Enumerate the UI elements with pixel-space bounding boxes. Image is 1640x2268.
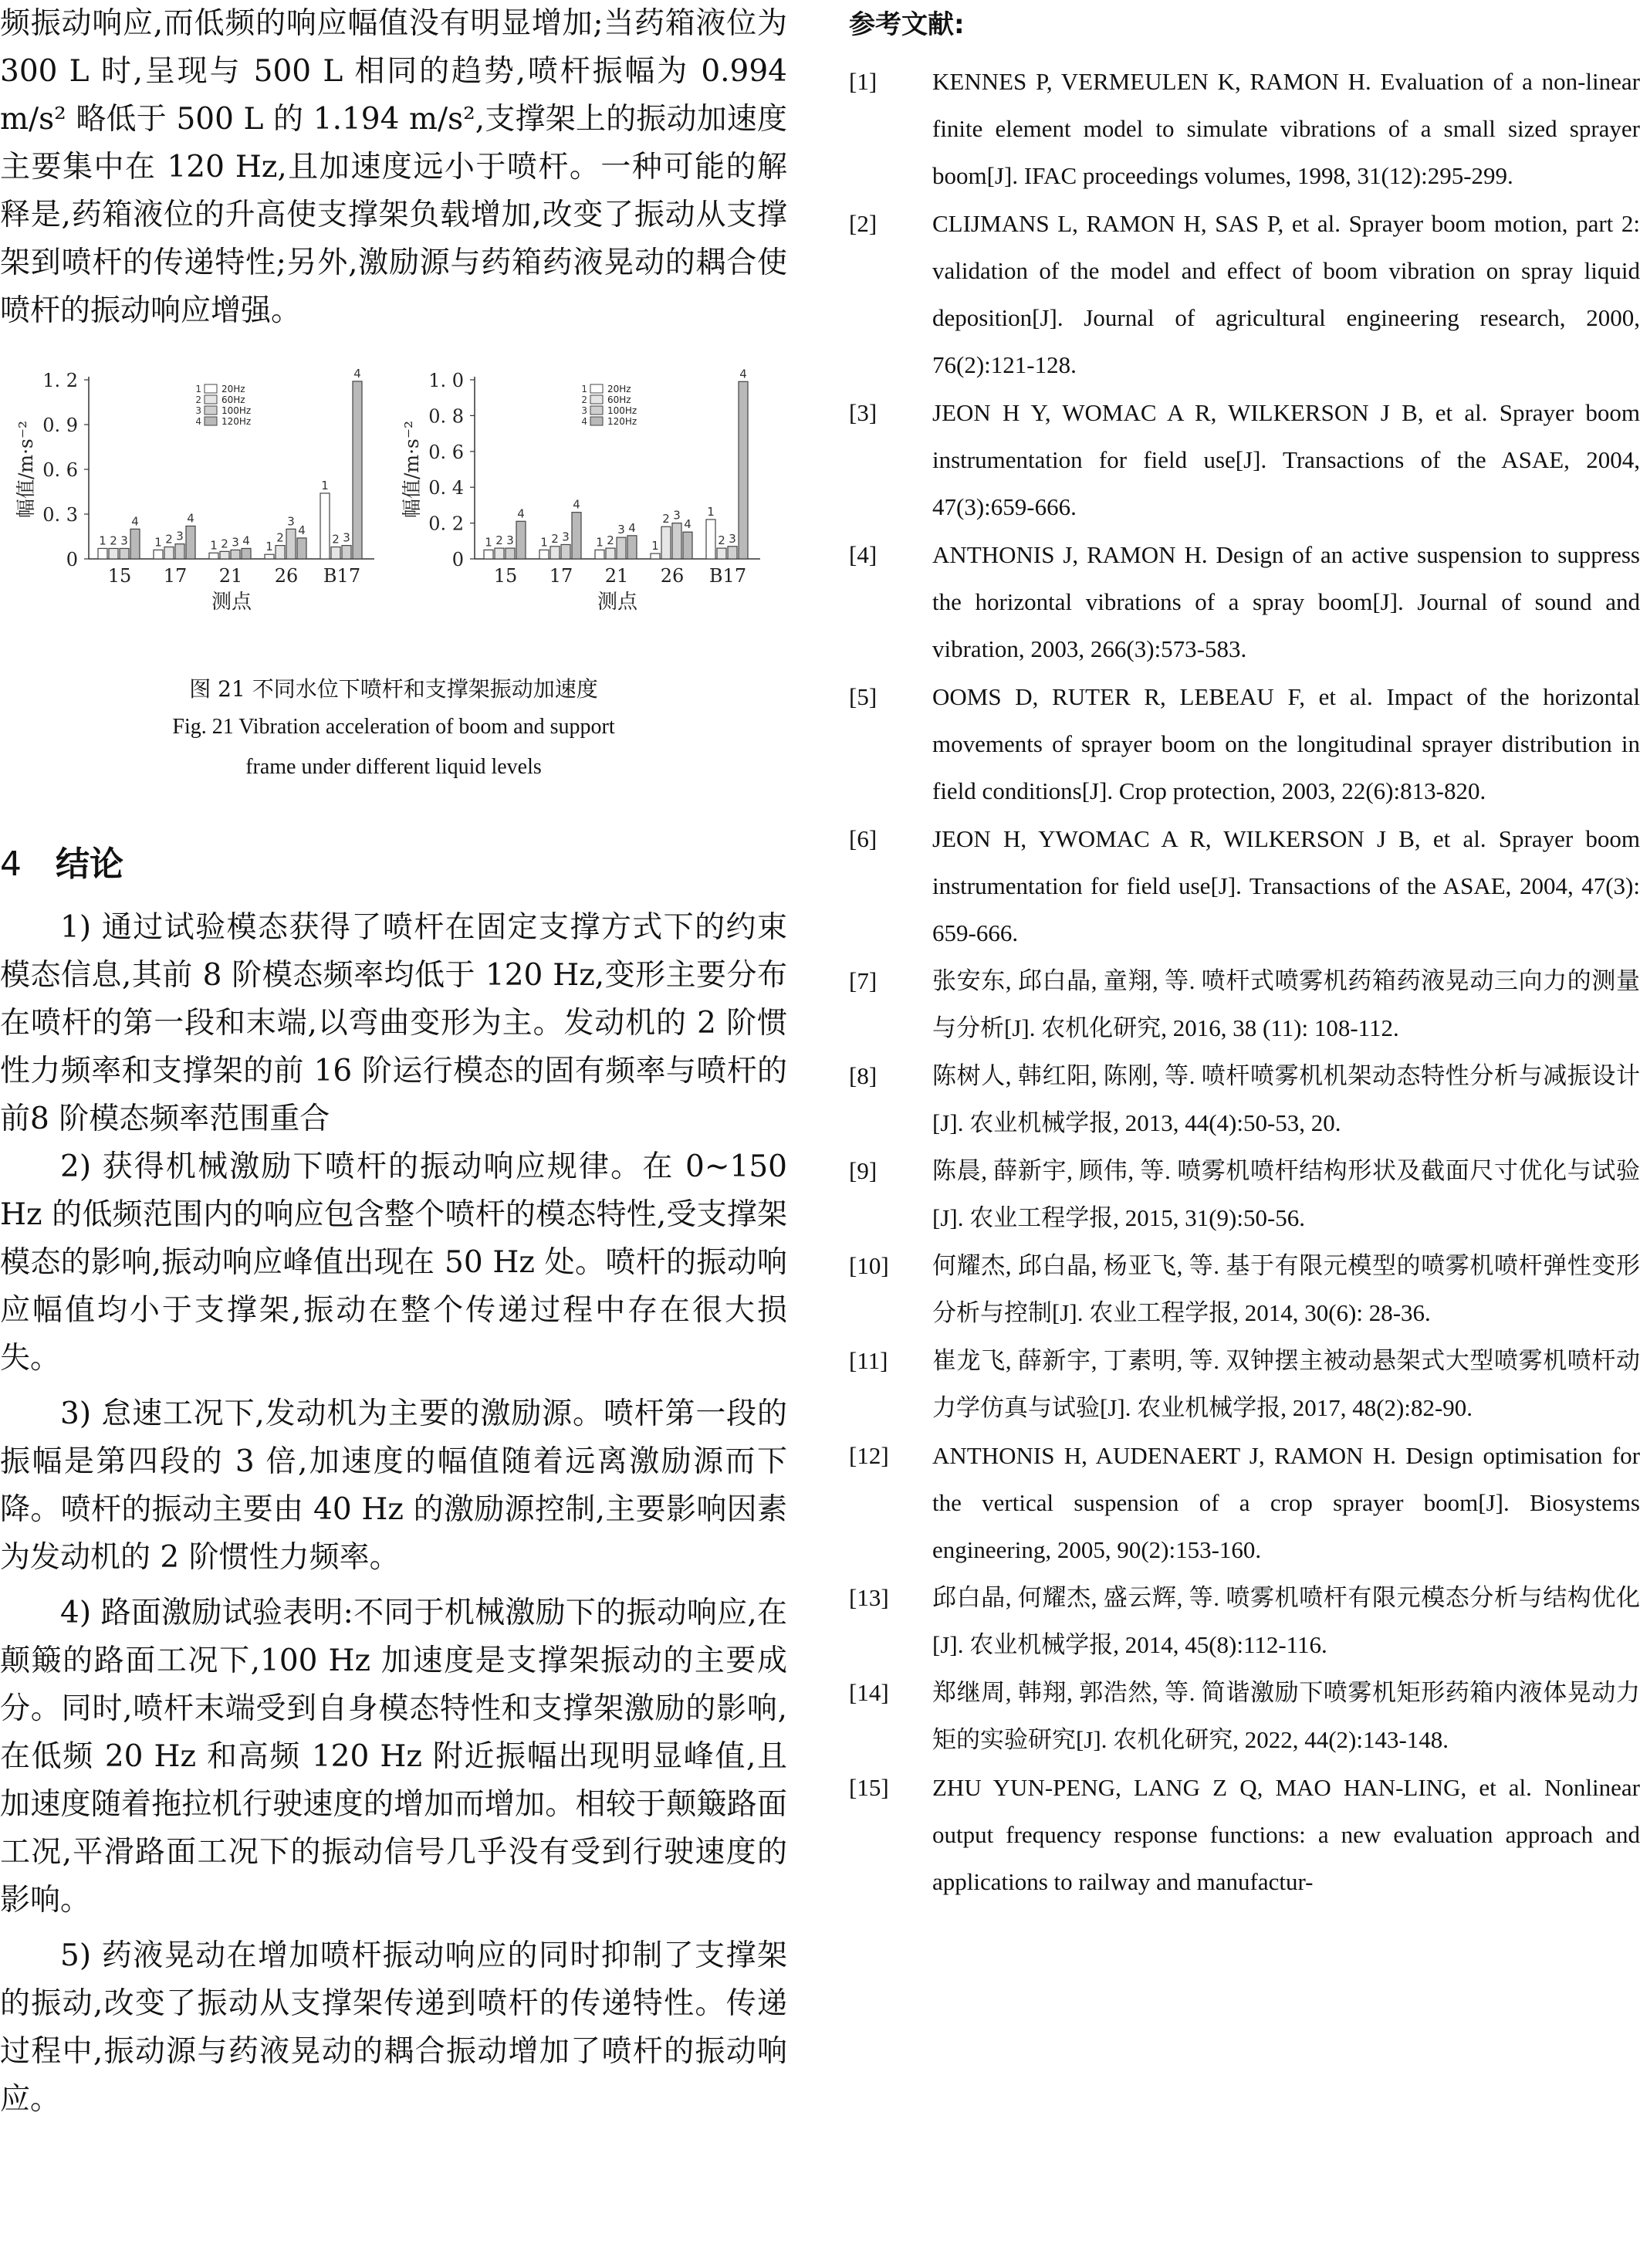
- bar-120Hz-B17: [739, 381, 748, 559]
- bar-20Hz-26: [651, 553, 660, 559]
- conclusion-4: 4) 路面激励试验表明:不同于机械激励下的振动响应,在颠簸的路面工况下,100 Hz 加速度是支撑架振动的主要成分。同时,喷杆末端受到自身模态特性和支撑架激励的影响,在低频 20 Hz 和高频 120 Hz 附近振幅出现明显峰值,且加速度随着拖拉机行驶速度的增加而增加。相较于颠簸路面工况,平滑路面工况下的振动信号几乎没有受到行驶速度的影响。: [0, 1596, 787, 1918]
- bar-120Hz-17: [186, 526, 195, 559]
- bar-120Hz-26: [297, 538, 306, 559]
- bar-number-label: 1: [321, 478, 329, 493]
- x-tick-label: 21: [604, 565, 629, 587]
- legend-number: 4: [195, 416, 201, 427]
- reference-item: [849, 1337, 1640, 1431]
- bar-number-label: 1: [540, 535, 548, 550]
- x-axis-label: 测点: [597, 591, 638, 614]
- bar-number-label: 4: [573, 497, 580, 512]
- reference-text: KENNES P, VERMEULEN K, RAMON H. Evaluation of a non-linear finite element model to simulate vibrations of a small sized sprayer boom[J]. IFAC proceedings volumes, 1998, 31(12):295-299.: [932, 68, 1640, 189]
- reference-text: JEON H, YWOMAC A R, WILKERSON J B, et al. Sprayer boom instrumentation for field use[J]. Transactions of the ASAE, 2004, 47(3): 659-666.: [932, 825, 1640, 946]
- reference-text: CLIJMANS L, RAMON H, SAS P, et al. Sprayer boom motion, part 2: validation of the model and effect of boom vibration on spray liquid deposition[J]. Journal of agricultural engineering research, 2000, 76(2):121-128.: [932, 210, 1640, 378]
- bar-number-label: 2: [110, 533, 117, 548]
- bar-100Hz-21: [617, 537, 626, 559]
- bar-100Hz-B17: [342, 546, 351, 559]
- reference-number: [8]: [849, 1062, 877, 1089]
- reference-number: [5]: [849, 683, 877, 710]
- bar-120Hz-21: [627, 536, 637, 559]
- reference-number: [6]: [849, 825, 877, 852]
- bar-number-label: 4: [684, 517, 692, 532]
- section-heading: [0, 836, 787, 885]
- x-tick-label: 21: [218, 565, 243, 587]
- bar-number-label: 3: [287, 514, 295, 529]
- reference-item: [849, 1242, 1640, 1336]
- bar-number-label: 4: [131, 514, 139, 529]
- bar-60Hz-B17: [331, 547, 340, 559]
- bar-100Hz-26: [286, 529, 296, 559]
- bar-100Hz-B17: [728, 547, 737, 559]
- bar-100Hz-26: [672, 523, 681, 559]
- bar-number-label: 4: [739, 367, 747, 381]
- conclusion-3: 3) 怠速工况下,发动机为主要的激励源。喷杆第一段的振幅是第四段的 3 倍,加速度的幅值随着远离激励源而下降。喷杆的振动主要由 40 Hz 的激励源控制,主要影响因素为发动机的 2 阶惯性力频率。: [0, 1396, 787, 1575]
- bar-number-label: 3: [673, 508, 681, 523]
- legend-swatch: [205, 417, 217, 425]
- legend-number: 2: [195, 394, 201, 405]
- reference-number: [13]: [849, 1584, 889, 1611]
- y-tick-label: 0. 6: [42, 459, 78, 481]
- bar-number-label: 4: [187, 511, 194, 526]
- bar-number-label: 3: [729, 531, 736, 546]
- bar-number-label: 3: [120, 533, 128, 548]
- reference-text: ZHU YUN-PENG, LANG Z Q, MAO HAN-LING, et al. Nonlinear output frequency response functions: a new evaluation approach and applications to railway and manufactur-: [932, 1774, 1640, 1895]
- legend-label: 100Hz: [607, 405, 637, 416]
- legend-number: 3: [581, 405, 587, 416]
- bar-number-label: 2: [607, 533, 614, 548]
- bar-100Hz-15: [506, 548, 515, 559]
- reference-item: [849, 673, 1640, 814]
- bar-20Hz-17: [539, 550, 549, 559]
- reference-item: [849, 1764, 1640, 1905]
- reference-text: ANTHONIS H, AUDENAERT J, RAMON H. Design optimisation for the vertical suspension of a crop sprayer boom[J]. Biosystems engineering, 2005, 90(2):153-160.: [932, 1442, 1640, 1563]
- reference-item: [849, 1147, 1640, 1241]
- reference-number: [2]: [849, 210, 877, 237]
- y-tick-label: 0. 8: [428, 405, 464, 428]
- reference-text: OOMS D, RUTER R, LEBEAU F, et al. Impact of the horizontal movements of sprayer boom on the longitudinal sprayer distribution in field conditions[J]. Crop protection, 2003, 22(6):813-820.: [932, 683, 1640, 804]
- legend-number: 2: [581, 394, 587, 405]
- bar-number-label: 3: [343, 530, 350, 545]
- bar-100Hz-15: [120, 548, 129, 559]
- bar-20Hz-B17: [320, 493, 330, 559]
- legend-swatch: [590, 395, 603, 404]
- bar-20Hz-15: [484, 550, 493, 559]
- bar-60Hz-26: [661, 526, 671, 559]
- bar-60Hz-21: [220, 551, 229, 559]
- x-tick-label: B17: [708, 565, 747, 587]
- bar-number-label: 3: [232, 535, 239, 550]
- figure-caption-en-1: Fig. 21 Vibration acceleration of boom and support: [172, 715, 615, 739]
- legend-number: 3: [195, 405, 201, 416]
- bar-number-label: 2: [165, 532, 173, 547]
- legend-label: 60Hz: [607, 394, 631, 405]
- reference-item: [849, 531, 1640, 672]
- x-axis-label: 测点: [211, 591, 252, 614]
- figure-21: [0, 357, 787, 654]
- reference-text: 陈树人, 韩红阳, 陈刚, 等. 喷杆喷雾机机架动态特性分析与减振设计[J]. 农业机械学报, 2013, 44(4):50-53, 20.: [932, 1062, 1640, 1136]
- legend-swatch: [590, 384, 603, 393]
- reference-text: 郑继周, 韩翔, 郭浩然, 等. 简谐激励下喷雾机矩形药箱内液体晃动力矩的实验研究[J]. 农机化研究, 2022, 44(2):143-148.: [932, 1679, 1640, 1753]
- bar-number-label: 2: [551, 531, 559, 546]
- reference-number: [9]: [849, 1157, 877, 1184]
- bar-number-label: 1: [154, 535, 162, 550]
- bar-number-label: 2: [221, 537, 228, 551]
- reference-item: [849, 1052, 1640, 1146]
- legend-swatch: [590, 406, 603, 415]
- legend-label: 100Hz: [221, 405, 252, 416]
- reference-text: 陈晨, 薛新宇, 顾伟, 等. 喷雾机喷杆结构形状及截面尺寸优化与试验[J]. 农业工程学报, 2015, 31(9):50-56.: [932, 1157, 1640, 1231]
- reference-number: [15]: [849, 1774, 889, 1801]
- bar-20Hz-26: [265, 554, 274, 559]
- x-tick-label: 26: [274, 565, 299, 587]
- reference-text: 何耀杰, 邱白晶, 杨亚飞, 等. 基于有限元模型的喷雾机喷杆弹性变形分析与控制[J]. 农业工程学报, 2014, 30(6): 28-36.: [932, 1252, 1640, 1326]
- reference-text: ANTHONIS J, RAMON H. Design of an active suspension to suppress the horizontal vibrations of a spray boom[J]. Journal of sound and vibration, 2003, 266(3):573-583.: [932, 541, 1640, 662]
- section-number: 4: [0, 845, 22, 884]
- bar-100Hz-17: [175, 544, 184, 559]
- legend-swatch: [205, 395, 217, 404]
- intro-paragraph: 频振动响应,而低频的响应幅值没有明显增加;当药箱液位为 300 L 时,呈现与 500 L 相同的趋势,喷杆振幅为 0.994 m/s² 略低于 500 L 的 1.194 m/s²,支撑架上的振动加速度主要集中在 120 Hz,且加速度远小于喷杆。一种可能的解释是,药箱液位的升高使支撑架负载增加,改变了振动从支撑架到喷杆的传递特性;另外,激励源与药箱药液晃动的耦合使喷杆的振动响应增强。: [0, 6, 787, 328]
- bar-number-label: 4: [298, 523, 306, 537]
- bar-number-label: 1: [210, 538, 218, 553]
- y-tick-label: 0: [451, 549, 464, 570]
- bar-number-label: 2: [662, 512, 670, 526]
- bar-number-label: 1: [99, 533, 107, 548]
- right-column: [849, 0, 1640, 1906]
- reference-number: [1]: [849, 68, 877, 95]
- chart-300L: [386, 357, 779, 654]
- reference-text: 张安东, 邱白晶, 童翔, 等. 喷杆式喷雾机药箱药液晃动三向力的测量与分析[J]. 农机化研究, 2016, 38 (11): 108-112.: [932, 967, 1640, 1041]
- x-tick-label: B17: [323, 565, 361, 587]
- figure-caption-zh: 图 21 不同水位下喷杆和支撑架振动加速度: [189, 676, 598, 702]
- chart-svg-right: [386, 357, 779, 654]
- bar-number-label: 3: [562, 530, 570, 544]
- bar-120Hz-15: [130, 529, 140, 559]
- y-tick-label: 0. 9: [42, 415, 78, 436]
- reference-number: [3]: [849, 399, 877, 426]
- bar-120Hz-B17: [353, 381, 362, 559]
- bar-60Hz-15: [495, 548, 504, 559]
- x-tick-label: 15: [493, 565, 518, 587]
- y-tick-label: 0. 4: [428, 477, 464, 499]
- figure-caption-en-2: frame under different liquid levels: [245, 755, 542, 779]
- bar-60Hz-26: [276, 546, 285, 559]
- reference-item: [849, 58, 1640, 199]
- reference-text: JEON H Y, WOMAC A R, WILKERSON J B, et al. Sprayer boom instrumentation for field use[J]. Transactions of the ASAE, 2004, 47(3):659-666.: [932, 399, 1640, 520]
- legend-swatch: [205, 406, 217, 415]
- legend-swatch: [205, 384, 217, 393]
- y-axis-label: 幅值/m·s⁻²: [15, 420, 37, 519]
- reference-item: [849, 200, 1640, 388]
- conclusion-5: 5) 药液晃动在增加喷杆振动响应的同时抑制了支撑架的振动,改变了振动从支撑架传递到喷杆的传递特性。传递过程中,振动源与药液晃动的耦合振动增加了喷杆的振动响应。: [0, 1938, 787, 2117]
- reference-item: [849, 1669, 1640, 1763]
- legend-label: 60Hz: [221, 394, 245, 405]
- y-tick-label: 1. 0: [428, 370, 464, 391]
- bar-20Hz-17: [154, 550, 163, 559]
- references-title: 参考文献:: [849, 9, 965, 40]
- y-tick-label: 0. 2: [428, 513, 464, 535]
- reference-number: [12]: [849, 1442, 889, 1469]
- bar-number-label: 2: [495, 533, 503, 548]
- y-tick-label: 0: [66, 549, 78, 570]
- bar-100Hz-21: [231, 550, 240, 559]
- y-tick-label: 0. 3: [42, 504, 78, 526]
- legend-number: 4: [581, 416, 587, 427]
- x-tick-label: 15: [107, 565, 132, 587]
- y-tick-label: 1. 2: [42, 370, 78, 391]
- section-title: 结论: [56, 845, 123, 884]
- bar-20Hz-21: [209, 553, 218, 559]
- bar-120Hz-21: [242, 548, 251, 559]
- reference-number: [11]: [849, 1347, 888, 1374]
- bar-120Hz-15: [516, 521, 526, 559]
- bar-number-label: 3: [176, 529, 184, 543]
- x-tick-label: 17: [549, 565, 573, 587]
- bar-number-label: 4: [517, 506, 525, 521]
- y-tick-label: 0. 6: [428, 441, 464, 463]
- bar-number-label: 4: [353, 366, 361, 381]
- bar-number-label: 2: [332, 532, 340, 547]
- reference-item: [849, 1432, 1640, 1573]
- bar-20Hz-B17: [706, 520, 715, 559]
- bar-60Hz-17: [550, 547, 560, 559]
- x-tick-label: 26: [660, 565, 685, 587]
- bar-120Hz-26: [683, 532, 692, 559]
- bar-number-label: 1: [596, 535, 604, 550]
- reference-number: [14]: [849, 1679, 889, 1706]
- bar-number-label: 3: [506, 533, 514, 548]
- reference-text: 崔龙飞, 薛新宇, 丁素明, 等. 双钟摆主被动悬架式大型喷雾机喷杆动力学仿真与试验[J]. 农业机械学报, 2017, 48(2):82-90.: [932, 1347, 1640, 1421]
- bar-number-label: 1: [707, 504, 715, 519]
- bar-number-label: 4: [242, 533, 250, 548]
- bar-number-label: 3: [617, 523, 625, 537]
- reference-number: [4]: [849, 541, 877, 568]
- reference-item: [849, 1574, 1640, 1668]
- bar-number-label: 1: [485, 535, 492, 550]
- bar-60Hz-17: [164, 547, 174, 559]
- bar-number-label: 2: [718, 533, 725, 548]
- bar-60Hz-15: [109, 548, 118, 559]
- reference-item: [849, 389, 1640, 530]
- bar-120Hz-17: [572, 513, 581, 559]
- bar-number-label: 1: [651, 539, 659, 553]
- legend-swatch: [590, 417, 603, 425]
- bar-number-label: 4: [628, 520, 636, 535]
- bar-20Hz-21: [595, 550, 604, 559]
- reference-item: [849, 957, 1640, 1051]
- chart-500L: [0, 357, 394, 654]
- bar-100Hz-17: [561, 544, 570, 559]
- left-column: [0, 0, 787, 2124]
- legend-label: 120Hz: [221, 416, 252, 427]
- y-axis-label: 幅值/m·s⁻²: [401, 420, 423, 519]
- bar-number-label: 1: [265, 540, 273, 554]
- conclusion-2: 2) 获得机械激励下喷杆的振动响应规律。在 0~150 Hz 的低频范围内的响应包含整个喷杆的模态特性,受支撑架模态的影响,振动响应峰值出现在 50 Hz 处。喷杆的振动响应幅值均小于支撑架,振动在整个传递过程中存在很大损失。: [0, 1149, 787, 1376]
- bar-60Hz-B17: [717, 548, 726, 559]
- legend-number: 1: [195, 384, 201, 394]
- legend-number: 1: [581, 384, 587, 394]
- chart-svg-left: [0, 357, 394, 654]
- bar-60Hz-21: [606, 548, 615, 559]
- bar-20Hz-15: [98, 548, 107, 559]
- legend-label: 120Hz: [607, 416, 637, 427]
- legend-label: 20Hz: [607, 384, 631, 394]
- x-tick-label: 17: [163, 565, 188, 587]
- reference-item: [849, 815, 1640, 956]
- reference-text: 邱白晶, 何耀杰, 盛云辉, 等. 喷雾机喷杆有限元模态分析与结构优化[J]. 农业机械学报, 2014, 45(8):112-116.: [932, 1584, 1640, 1658]
- reference-number: [10]: [849, 1252, 889, 1279]
- legend-label: 20Hz: [221, 384, 245, 394]
- bar-number-label: 2: [276, 530, 284, 545]
- conclusion-1: 1) 通过试验模态获得了喷杆在固定支撑方式下的约束模态信息,其前 8 阶模态频率均低于 120 Hz,变形主要分布在喷杆的第一段和末端,以弯曲变形为主。发动机的 2 阶惯性力频率和支撑架的前 16 阶运行模态的固有频率与喷杆的前8 阶模态频率范围重合: [0, 910, 787, 1136]
- reference-number: [7]: [849, 967, 877, 994]
